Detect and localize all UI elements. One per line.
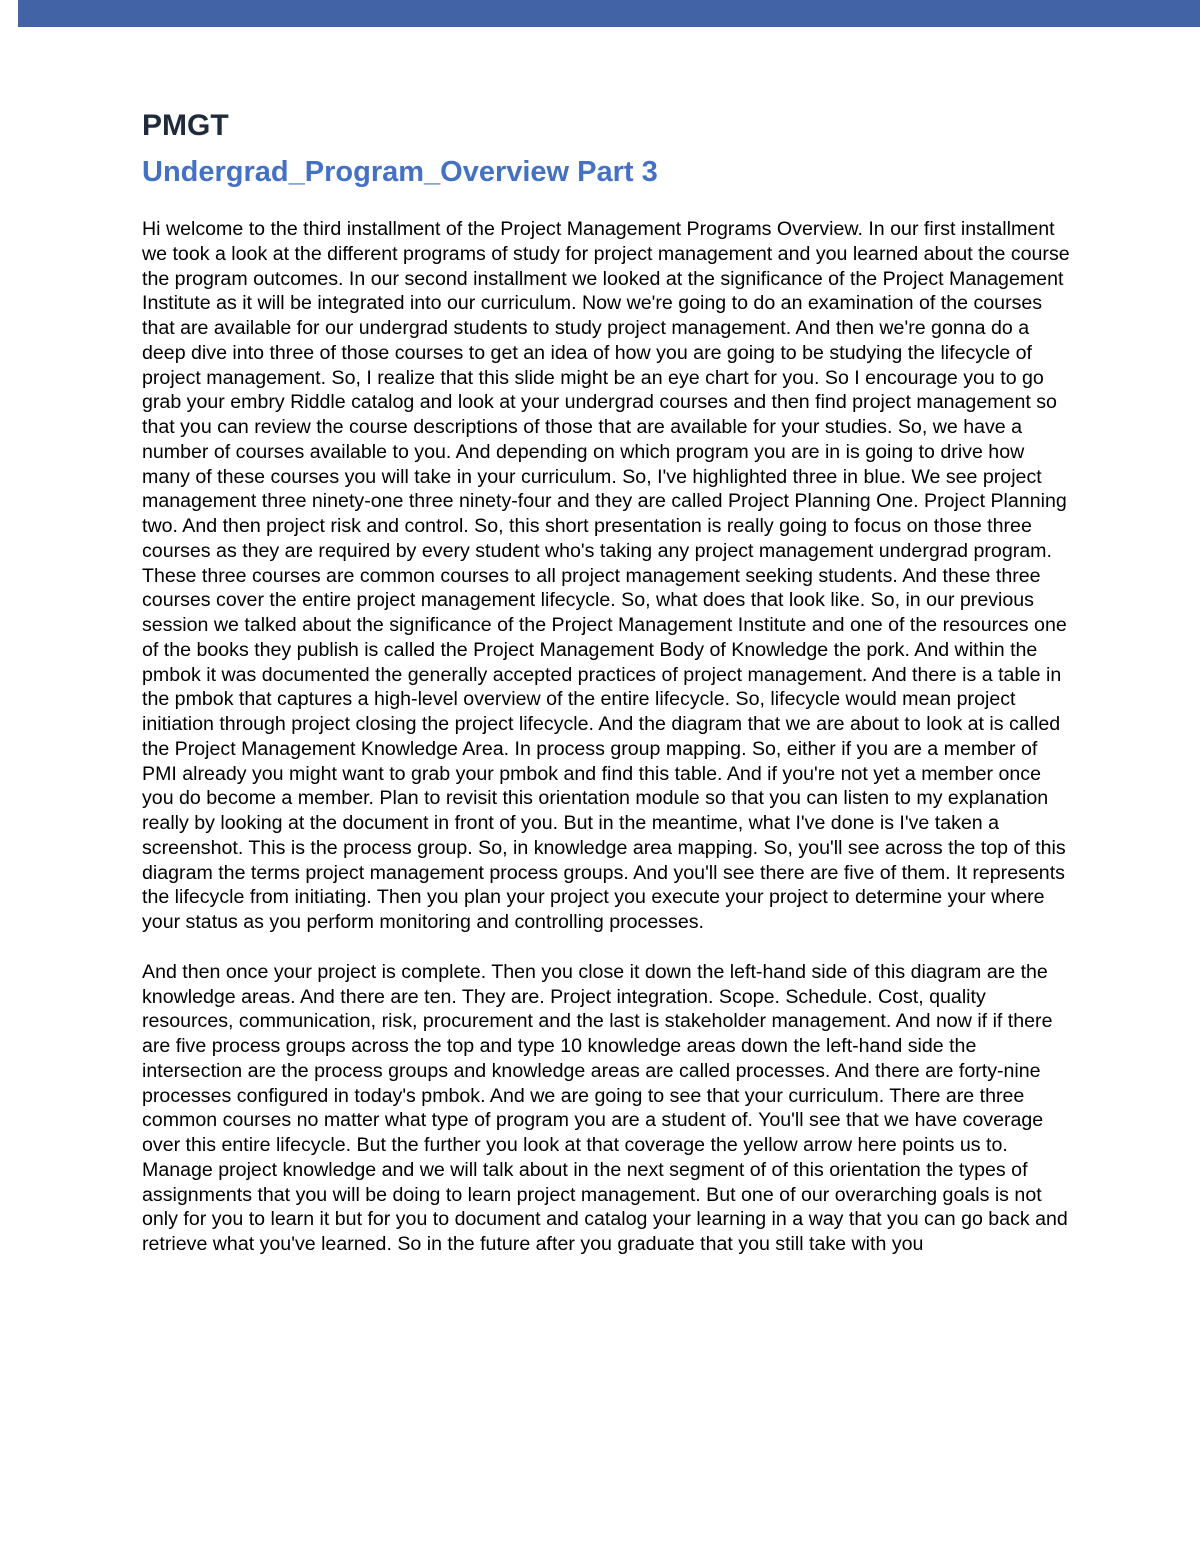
document-page [142, 106, 1072, 1257]
transcript-body [142, 217, 1072, 1257]
transcript-paragraph-1: Hi welcome to the third installment of the Project Management Programs Overview. In our first installment we took a look at the different programs of study for project management and you learned about the course the program outcomes. In our second installment we looked at the significance of the Project Management Institute as it will be integrated into our curriculum. Now we're going to do an examination of the courses that are available for our undergrad students to study project management. And then we're gonna do a deep dive into three of those courses to get an idea of how you are going to be studying the lifecycle of project management. So, I realize that this slide might be an eye chart for you. So I encourage you to go grab your embry Riddle catalog and look at your undergrad courses and then find project management so that you can review the course descriptions of those that are available for your studies. So, we have a number of courses available to you. And depending on which program you are in is going to drive how many of these courses you will take in your curriculum. So, I've highlighted three in blue. We see project management three ninety-one three ninety-four and they are called Project Planning One. Project Planning two. And then project risk and control. So, this short presentation is really going to focus on those three courses as they are required by every student who's taking any project management undergrad program. These three courses are common courses to all project management seeking students. And these three courses cover the entire project management lifecycle. So, what does that look like. So, in our previous session we talked about the significance of the Project Management Institute and one of the resources one of the books they publish is called the Project Management Body of Knowledge the pork. And within the pmbok it was documented the generally accepted practices of project management. And there is a table in the pmbok that captures a high-level overview of the entire lifecycle. So, lifecycle would mean project initiation through project closing the project lifecycle. And the diagram that we are about to look at is called the Project Management Knowledge Area. In process group mapping. So, either if you are a member of PMI already you might want to grab your pmbok and find this table. And if you're not yet a member once you do become a member. Plan to revisit this orientation module so that you can listen to my explanation really by looking at the document in front of you. But in the meantime, what I've done is I've taken a screenshot. This is the process group. So, in knowledge area mapping. So, you'll see across the top of this diagram the terms project management process groups. And you'll see there are five of them. It represents the lifecycle from initiating. Then you plan your project you execute your project to determine your where your status as you perform monitoring and controlling processes. [142, 218, 1070, 933]
transcript-paragraph-2: And then once your project is complete. Then you close it down the left-hand side of this diagram are the knowledge areas. And there are ten. They are. Project integration. Scope. Schedule. Cost, quality resources, communication, risk, procurement and the last is stakeholder management. And now if if there are five process groups across the top and type 10 knowledge areas down the left-hand side the intersection are the process groups and knowledge areas are called processes. And there are forty-nine processes configured in today's pmbok. And we are going to see that your curriculum. There are three common courses no matter what type of program you are a student of. You'll see that we have coverage over this entire lifecycle. But the further you look at that coverage the yellow arrow here points us to. Manage project knowledge and we will talk about in the next segment of of this orientation the types of assignments that you will be doing to learn project management. But one of our overarching goals is not only for you to learn it but for you to document and catalog your learning in a way that you can go back and retrieve what you've learned. So in the future after you graduate that you still take with you [142, 960, 1068, 1255]
header-bar [18, 0, 1200, 27]
course-code-heading: PMGT [142, 109, 229, 142]
document-title: Undergrad_Program_Overview Part 3 [142, 156, 658, 188]
